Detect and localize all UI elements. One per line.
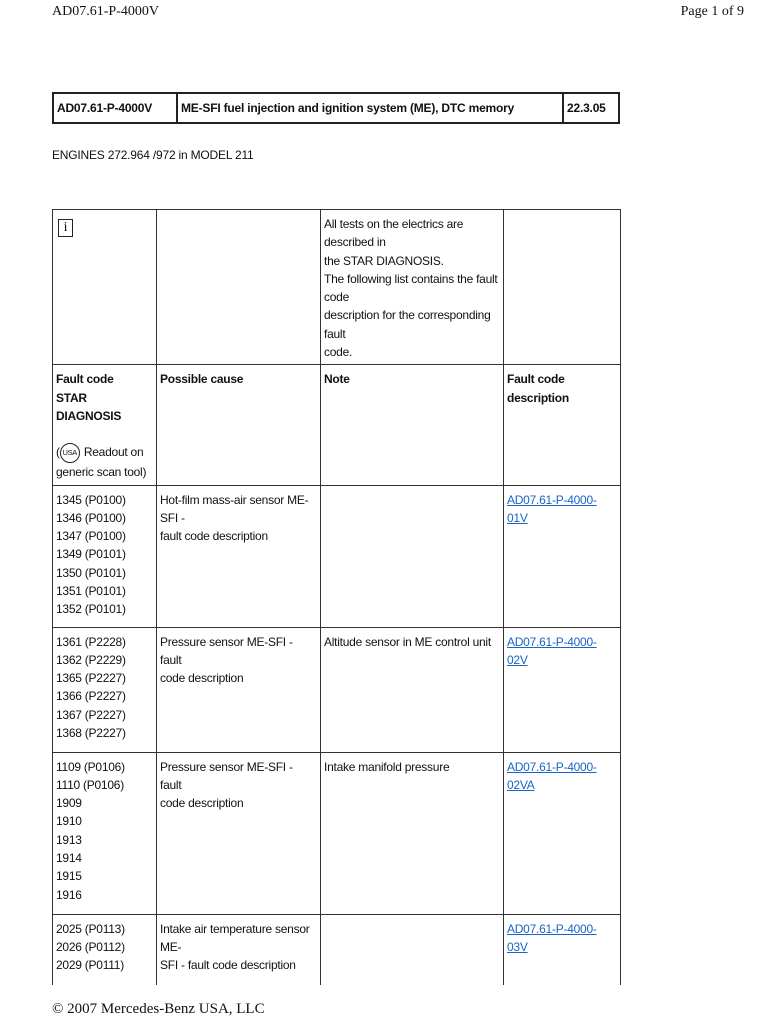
possible-cause-cell: Pressure sensor ME-SFI - fault code description — [157, 627, 321, 752]
description-cell — [504, 485, 621, 627]
description-cell — [504, 627, 621, 752]
fault-codes-cell: 1109 (P0106) 1110 (P0106) 1909 1910 1913 1914 1915 1916 — [53, 752, 157, 914]
col-header-fault-code: Fault code STAR DIAGNOSIS ( USA Readout on generic scan tool) — [53, 365, 157, 485]
info-icon: i — [58, 219, 73, 237]
header-doc-id: AD07.61-P-4000V — [52, 4, 159, 19]
note-cell — [321, 914, 504, 985]
info-row — [53, 210, 621, 365]
title-doc-id: AD07.61-P-4000V — [53, 93, 177, 123]
fault-description-link[interactable]: AD07.61-P-4000-02V — [507, 634, 597, 667]
engines-line: ENGINES 272.964 /972 in MODEL 211 — [52, 148, 254, 162]
fault-code-table — [52, 209, 621, 985]
col-header-note: Note — [321, 365, 504, 485]
possible-cause-cell: Pressure sensor ME-SFI - fault code description — [157, 752, 321, 914]
fault-codes-cell: 2025 (P0113) 2026 (P0112) 2029 (P0111) — [53, 914, 157, 985]
note-cell: Altitude sensor in ME control unit — [321, 627, 504, 752]
fault-description-link[interactable]: AD07.61-P-4000-02VA — [507, 759, 597, 792]
col-header-description: Fault code description — [504, 365, 621, 485]
usa-badge-icon: USA — [60, 443, 80, 463]
fault-codes-cell: 1345 (P0100) 1346 (P0100) 1347 (P0100) 1349 (P0101) 1350 (P0101) 1351 (P0101) 1352 (P0101) — [53, 485, 157, 627]
table-row — [53, 485, 621, 627]
document-title: ME-SFI fuel injection and ignition system (ME), DTC memory — [177, 93, 563, 123]
col-header-possible-cause: Possible cause — [157, 365, 321, 485]
document-date: 22.3.05 — [563, 93, 619, 123]
description-cell — [504, 752, 621, 914]
fault-codes-cell: 1361 (P2228) 1362 (P2229) 1365 (P2227) 1366 (P2227) 1367 (P2227) 1368 (P2227) — [53, 627, 157, 752]
info-cell — [53, 210, 157, 365]
fault-description-link[interactable]: AD07.61-P-4000-01V — [507, 492, 597, 525]
table-header-row — [53, 365, 621, 485]
table-row — [53, 752, 621, 914]
info-note: All tests on the electrics are described in the STAR DIAGNOSIS. The following list contains the fault code description for the corresponding fault code. — [321, 210, 504, 365]
note-cell — [321, 485, 504, 627]
table-row — [53, 627, 621, 752]
possible-cause-cell: Intake air temperature sensor ME- SFI - fault code description — [157, 914, 321, 985]
fault-description-link[interactable]: AD07.61-P-4000-03V — [507, 921, 597, 954]
copyright-footer: © 2007 Mercedes-Benz USA, LLC — [52, 1001, 265, 1017]
table-row — [53, 914, 621, 985]
document-title-table — [52, 92, 620, 124]
note-cell: Intake manifold pressure — [321, 752, 504, 914]
possible-cause-cell: Hot-film mass-air sensor ME-SFI - fault code description — [157, 485, 321, 627]
page-indicator: Page 1 of 9 — [680, 4, 744, 19]
description-cell — [504, 914, 621, 985]
